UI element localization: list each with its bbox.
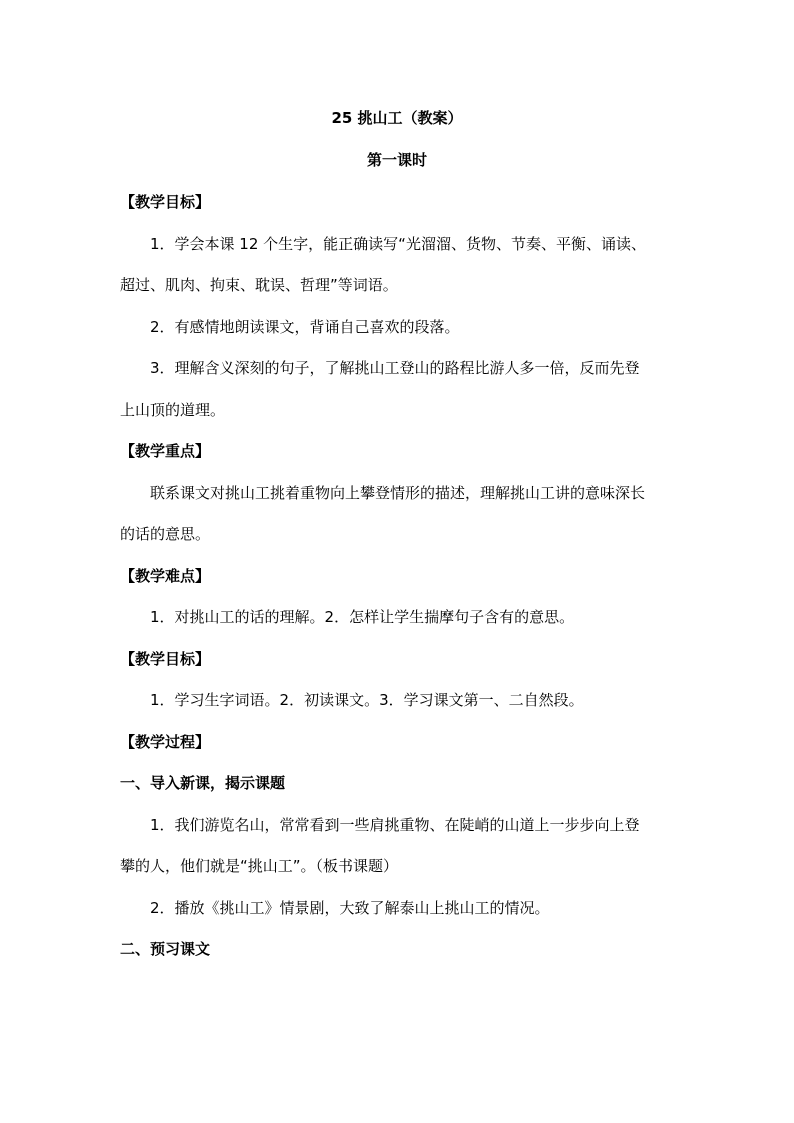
section-heading-key-points: 【教学重点】	[120, 442, 211, 460]
goals-2-text: 1．学习生字词语。2．初读课文。3．学习课文第一、二自然段。	[150, 691, 584, 709]
step-1-item-1-line-2: 攀的人，他们就是“挑山工”。（板书课题）	[120, 857, 399, 875]
difficulties-text: 1．对挑山工的话的理解。2．怎样让学生揣摩句子含有的意思。	[150, 608, 575, 626]
document-subtitle: 第一课时	[366, 151, 427, 169]
key-points-line-1: 联系课文对挑山工挑着重物向上攀登情形的描述，理解挑山工讲的意味深长	[150, 484, 646, 502]
goal-3-line-2: 上山顶的道理。	[120, 401, 226, 419]
step-1-item-1-line-1: 1．我们游览名山，常常看到一些肩挑重物、在陡峭的山道上一步步向上登	[150, 816, 640, 834]
goal-1-line-1: 1．学会本课 12 个生字，能正确读写“光溜溜、货物、节奏、平衡、诵读、	[150, 235, 646, 253]
goal-3-line-1: 3．理解含义深刻的句子，了解挑山工登山的路程比游人多一倍，反而先登	[150, 359, 640, 377]
step-1-heading: 一、导入新课，揭示课题	[120, 774, 286, 792]
section-heading-goals-2: 【教学目标】	[120, 650, 211, 668]
section-heading-process: 【教学过程】	[120, 733, 211, 751]
section-heading-difficulties: 【教学难点】	[120, 567, 211, 585]
step-2-heading: 二、预习课文	[120, 940, 211, 958]
key-points-line-2: 的话的意思。	[120, 525, 211, 543]
section-heading-goals: 【教学目标】	[120, 193, 211, 211]
document-title: 25 挑山工（教案）	[331, 109, 463, 127]
goal-2: 2．有感情地朗读课文，背诵自己喜欢的段落。	[150, 318, 460, 336]
goal-1-line-2: 超过、肌肉、拘束、耽误、哲理”等词语。	[120, 276, 398, 294]
step-1-item-2: 2．播放《挑山工》情景剧，大致了解泰山上挑山工的情况。	[150, 899, 550, 917]
